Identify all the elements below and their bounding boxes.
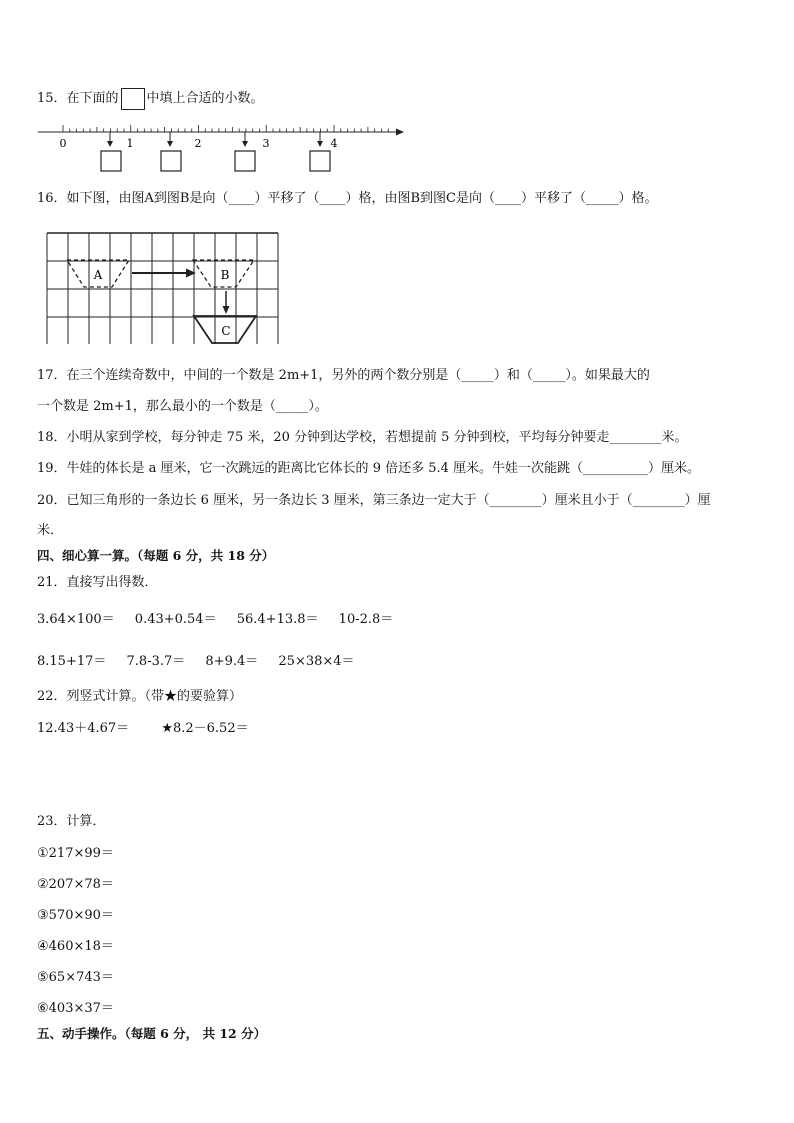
tick-label-2: 2 (194, 137, 202, 150)
q17-line2: 一个数是 2m+1，那么最小的一个数是（_____）。 (37, 399, 328, 414)
q15-text-before: 15．在下面的 (37, 91, 119, 106)
q21-item-6: 7.8-3.7＝ (126, 654, 186, 669)
q16-text: 16．如下图，由图A到图B是向（____）平移了（____）格，由图B到图C是向（____）平移了（_____）格。 (37, 191, 658, 206)
q23-item-6: ⑥403×37＝ (37, 1001, 114, 1016)
shape-c-label: C (221, 324, 231, 338)
answer-pointer-1 (101, 132, 121, 171)
q22-item-2: ★8.2－6.52＝ (161, 721, 249, 736)
q21-item-3: 56.4+13.8＝ (236, 612, 319, 627)
q23-item-4: ④460×18＝ (37, 939, 114, 954)
answer-box-sample (121, 88, 145, 110)
q21-item-4: 10-2.8＝ (338, 612, 394, 627)
answer-box-2[interactable] (161, 151, 181, 171)
q20-line1: 20．已知三角形的一条边长 6 厘米，另一条边长 3 厘米，第三条边一定大于（________）厘米且小于（________）厘 (37, 493, 711, 508)
q15-prompt (37, 87, 264, 110)
q21-item-8: 25×38×4＝ (278, 654, 355, 669)
q18-text: 18．小明从家到学校，每分钟走 75 米，20 分钟到达学校，若想提前 5 分钟到校，平均每分钟要走________米。 (37, 430, 688, 445)
answer-box-4[interactable] (310, 151, 330, 171)
q15-text-after: 中填上合适的小数。 (146, 91, 264, 106)
q21-row2 (37, 650, 371, 669)
q23-item-2: ②207×78＝ (37, 877, 114, 892)
shape-a-label: A (93, 268, 103, 282)
q21-row1 (37, 608, 409, 627)
tick-label-3: 3 (262, 137, 270, 150)
answer-pointer-3 (235, 132, 255, 171)
q23-title: 23．计算． (37, 814, 106, 829)
q22-item-1: 12.43＋4.67＝ (37, 721, 130, 736)
translation-grid-figure (46, 232, 280, 344)
q23-item-3: ③570×90＝ (37, 908, 114, 923)
q21-item-2: 0.43+0.54＝ (134, 612, 217, 627)
q17-line1: 17．在三个连续奇数中，中间的一个数是 2m+1，另外的两个数分别是（_____）和（_____）。如果最大的 (37, 368, 650, 383)
q23-item-1: ①217×99＝ (37, 846, 114, 861)
q21-item-5: 8.15+17＝ (37, 654, 107, 669)
q22-items (37, 717, 249, 736)
q23-item-5: ⑤65×743＝ (37, 970, 114, 985)
q22-title: 22．列竖式计算。（带★的要验算） (37, 689, 243, 704)
section-5-title: 五、动手操作。（每题 6 分， 共 12 分） (37, 1026, 267, 1041)
q20-line2: 米． (37, 523, 64, 538)
answer-box-3[interactable] (235, 151, 255, 171)
section-4-title: 四、细心算一算。（每题 6 分，共 18 分） (37, 548, 275, 563)
tick-label-0: 0 (59, 137, 67, 150)
q21-title: 21．直接写出得数． (37, 575, 158, 590)
tick-label-4: 4 (330, 137, 338, 150)
tick-label-1: 1 (126, 137, 134, 150)
answer-pointer-4 (310, 132, 330, 171)
q21-item-1: 3.64×100＝ (37, 612, 115, 627)
answer-box-1[interactable] (101, 151, 121, 171)
q21-item-7: 8+9.4＝ (205, 654, 259, 669)
grid (47, 233, 278, 344)
shape-b-label: B (220, 268, 230, 282)
answer-pointer-2 (161, 132, 181, 171)
q19-text: 19．牛娃的体长是 a 厘米，它一次跳远的距离比它体长的 9 倍还多 5.4 厘米。牛娃一次能跳（__________）厘米。 (37, 461, 701, 476)
number-line (36, 120, 416, 176)
